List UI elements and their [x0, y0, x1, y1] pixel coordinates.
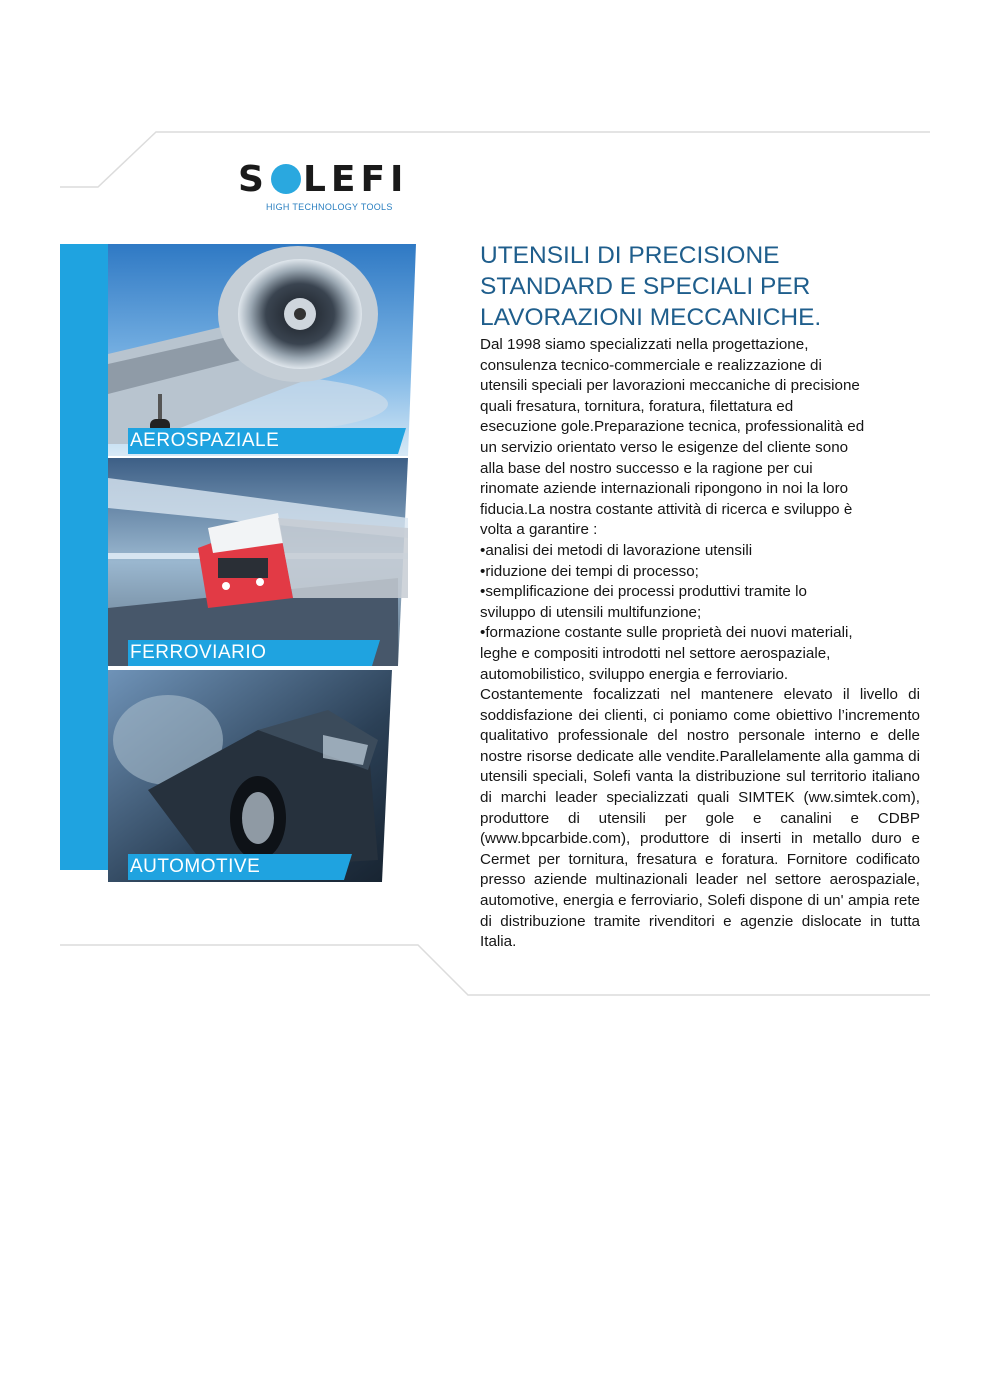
train-image: [108, 458, 416, 666]
article: [480, 240, 920, 953]
bullet-item: •riduzione dei tempi di processo;: [480, 562, 699, 580]
article-headline: UTENSILI DI PRECISIONE STANDARD E SPECIALI PER LAVORAZIONI MECCANICHE.: [480, 242, 822, 331]
airplane-engine-image: [108, 244, 416, 456]
article-intro: Dal 1998 siamo specializzati nella progettazione, consulenza tecnico-commerciale e realizzazione di utensili speciali per lavorazioni meccaniche di precisione quali fresatura, tornitura, foratura, filettatura ed esecuzione gole.Preparazione tecnica, professionalità ed un servizio orientato verso le esigenze del cliente sono alla base del nostro successo e la ragione per cui rinomate aziende internazionali ripongono in noi la loro fiducia.La nostra costante attività di ricerca e sviluppo è volta a garantire :: [480, 336, 865, 539]
bullet-item: •formazione costante sulle proprietà dei nuovi materiali, leghe e compositi introdotti nel settore aerospaziale, automobilistico, sviluppo energia e ferroviario.: [480, 624, 853, 683]
logo-tagline: HIGH TECHNOLOGY TOOLS: [266, 202, 393, 212]
sidebar-accent-bar: [60, 244, 108, 870]
sector-panel-railway: [108, 458, 416, 666]
sector-label-railway: FERROVIARIO: [130, 642, 267, 663]
solefi-logo: [238, 160, 438, 212]
article-paragraph: Costantemente focalizzati nel mantenere elevato il livello di soddisfazione dei clienti, ci poniamo come obiettivo l’incremento qualitativo professionale del nostro personale interno e delle nostre risorse dedicate alle vendite.Parallelamente alla gamma di utensili speciali, Solefi vanta la distribuzione sul territorio italiano di marchi leader specializzati quali SIMTEK (ww.simtek.com), produttore di utensili per gole e canalini e CDBP (www.bpcarbide.com), produttore di inserti in metallo duro e Cermet per tornitura, fresatura e foratura. Fornitore codificato presso aziende multinazionali leader nel settore aerospaziale, automotive, energia e ferroviario, Solefi dispone di un' ampia rete di distribuzione tramite rivenditori e agenzie dislocate in tutta Italia.: [480, 686, 920, 951]
logo-dot-icon: [271, 164, 301, 194]
sector-panel-automotive: [108, 670, 416, 882]
sector-label-automotive: AUTOMOTIVE: [130, 856, 261, 877]
top-frame-line: [0, 0, 990, 200]
sector-label-aerospace: AEROSPAZIALE: [130, 430, 280, 451]
bullet-item: •analisi dei metodi di lavorazione utensili: [480, 541, 753, 559]
bullet-item: •semplificazione dei processi produttivi tramite lo sviluppo di utensili multifunzione;: [480, 583, 807, 621]
car-image: [108, 670, 416, 882]
logo-wordmark: S LEFI: [238, 159, 409, 200]
sector-panel-aerospace: [108, 244, 416, 456]
